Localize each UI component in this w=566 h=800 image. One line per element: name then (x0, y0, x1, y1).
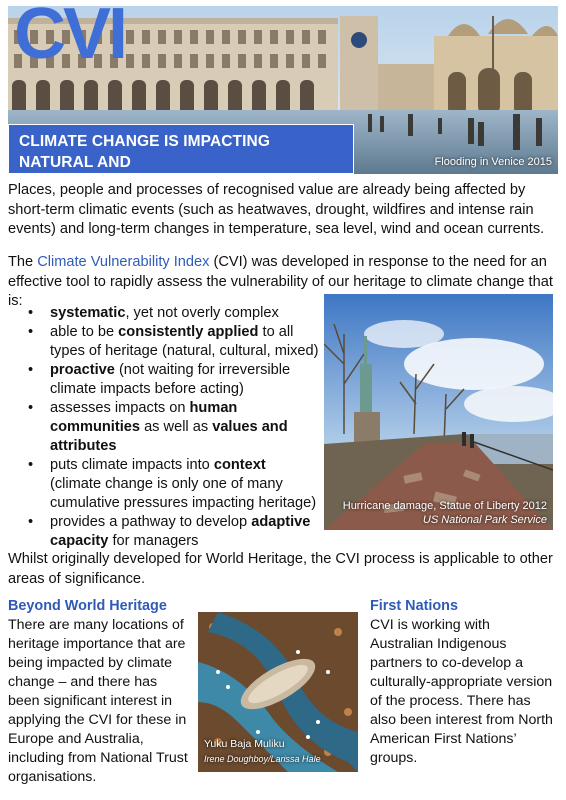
indigenous-artwork-image (198, 612, 358, 772)
feature-text: assesses impacts on (50, 400, 190, 416)
feature-keyword: proactive (50, 362, 115, 378)
intro-paragraph: Places, people and processes of recognised value are already being affected by short-term climatic events (such as heatwaves, drought, wildfires and intense rain events) and long-term changes in temperature, sea level, wind and ocean currents. (8, 182, 545, 238)
feature-text: (not waiting for irreversible climate impacts before acting) (50, 362, 291, 397)
feature-keyword: values and attributes (50, 419, 288, 454)
feature-text: , yet not overly complex (125, 305, 279, 321)
feature-text: puts climate impacts into (50, 457, 214, 473)
feature-keyword: consistently applied (118, 324, 259, 340)
feature-keyword: systematic (50, 305, 126, 321)
feature-keyword: human communities (50, 400, 238, 435)
artwork-credit: Irene Doughboy/Larissa Hale (204, 754, 321, 764)
hurricane-damage-image (324, 294, 553, 530)
headline-line-1: CLIMATE CHANGE IS IMPACTING NATURAL AND (19, 133, 270, 171)
feature-bullet (28, 361, 320, 399)
feature-keyword: context (213, 457, 266, 473)
feature-bullet (28, 323, 320, 361)
artwork-title: Yuku Baja Muliku (204, 738, 285, 750)
cvi-features-list (28, 304, 320, 551)
cvi-intro-post: (CVI) was developed in response to the need for an effective tool to rapidly assess the vulnerability of our heritage to climate change that is: (8, 254, 553, 310)
photo-credit: US National Park Service (422, 514, 547, 526)
feature-text: for managers (108, 533, 199, 549)
feature-text: as well as (140, 419, 213, 435)
first-nations-heading: First Nations (370, 598, 458, 614)
first-nations-section (370, 597, 554, 768)
feature-bullet (28, 304, 320, 323)
headline-banner (8, 124, 354, 174)
feature-bullet (28, 399, 320, 456)
beyond-world-heritage-section (8, 597, 188, 787)
beyond-body: There are many locations of heritage importance that are being impacted by climate change – and there has been significant interest in applying the CVI for these in Europe and Australia, including from National Trust organisations. (8, 617, 188, 785)
feature-keyword: adaptive capacity (50, 514, 311, 549)
hero-photo-caption: Flooding in Venice 2015 (434, 156, 552, 168)
cvi-logo: CVI (14, 6, 126, 74)
first-nations-body: CVI is working with Australian Indigenous partners to co-develop a culturally-appropriate version of the process. There has also been interest from North American First Nations’ groups. (370, 617, 553, 766)
beyond-heading: Beyond World Heritage (8, 598, 167, 614)
headline-line-2 (19, 173, 343, 174)
cvi-intro-pre: The (8, 254, 38, 270)
hero-banner-image (8, 6, 558, 174)
feature-text: provides a pathway to develop (50, 514, 252, 530)
feature-text: to all types of heritage (natural, cultural, mixed) (50, 324, 319, 359)
feature-text: able to be (50, 324, 119, 340)
cvi-name: Climate Vulnerability Index (37, 254, 210, 270)
feature-text: (climate change is only one of many cumulative pressures impacting heritage) (50, 476, 317, 511)
photo-caption: Hurricane damage, Statue of Liberty 2012 (342, 500, 547, 512)
feature-bullet (28, 513, 320, 551)
statue-of-liberty-photo (324, 294, 553, 530)
feature-bullet (28, 456, 320, 513)
applicability-paragraph: Whilst originally developed for World Heritage, the CVI process is applicable to other areas of significance. (8, 551, 553, 587)
